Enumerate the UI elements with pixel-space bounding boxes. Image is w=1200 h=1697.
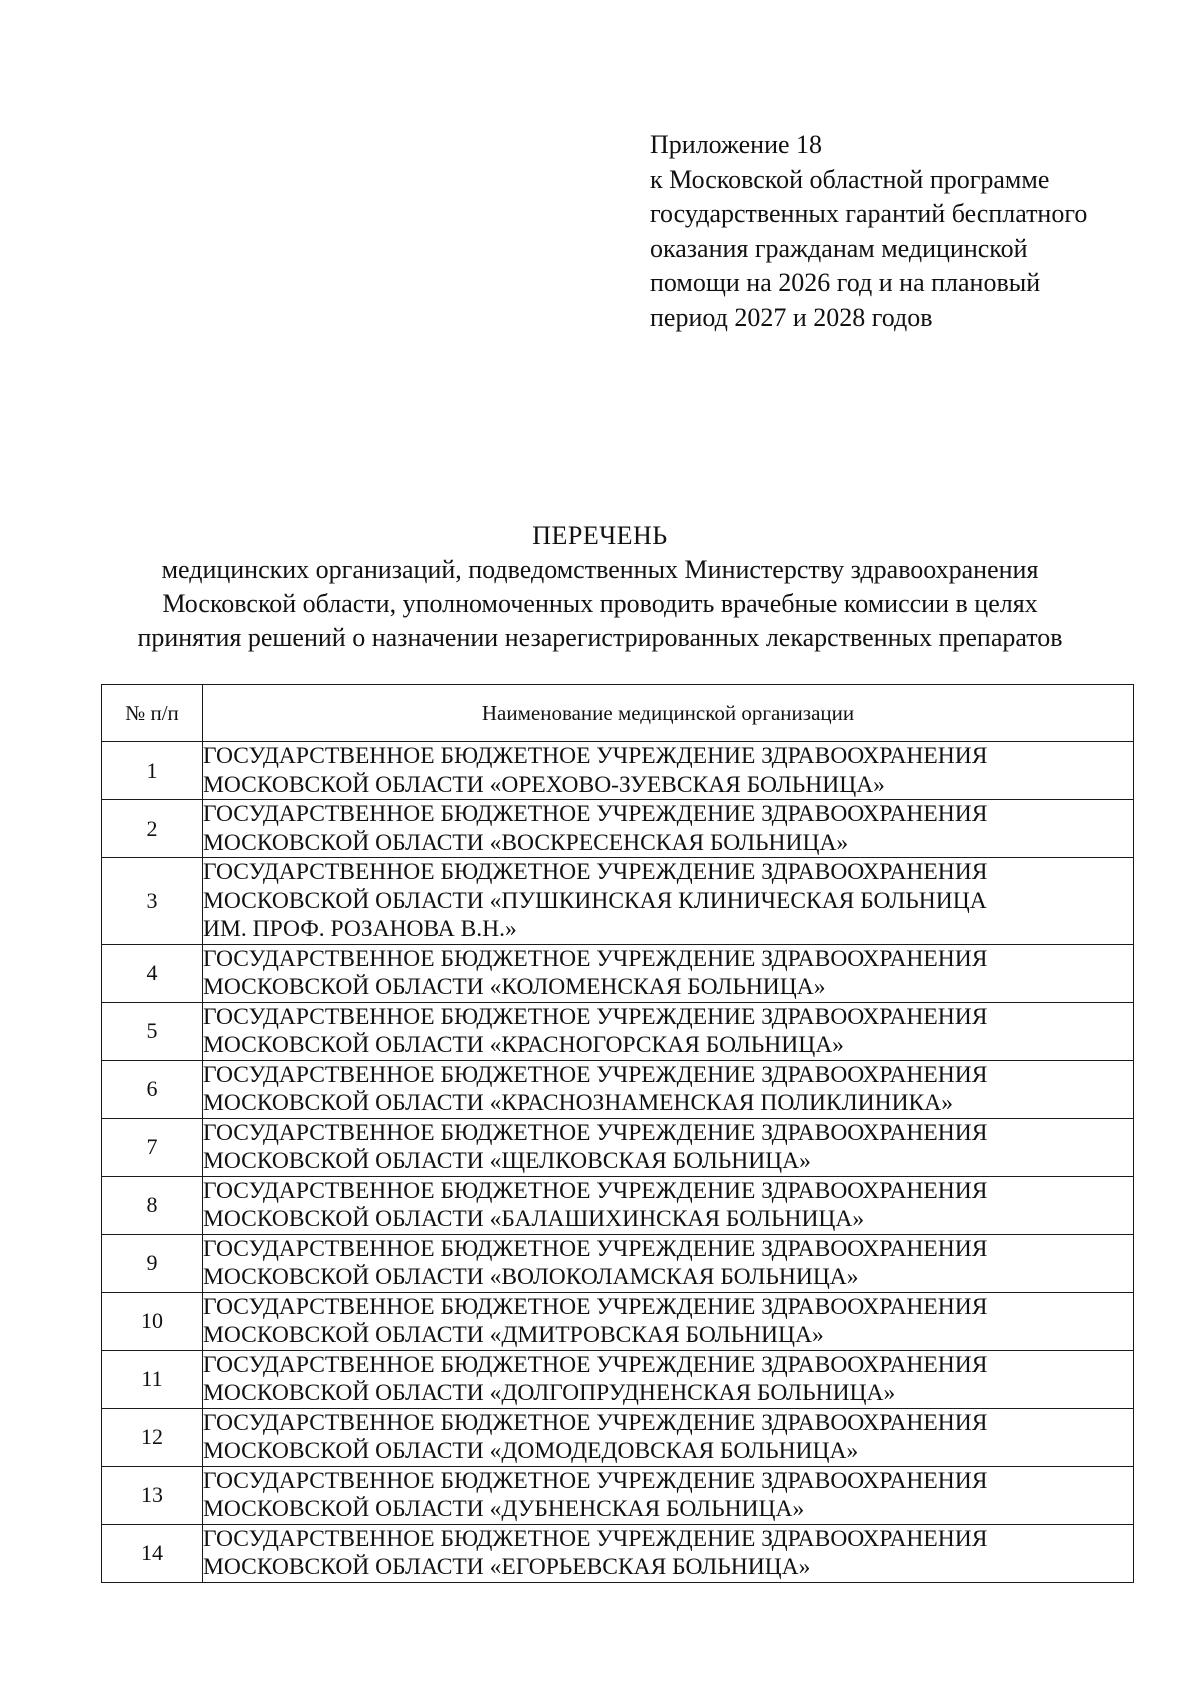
- organization-name-line: ГОСУДАРСТВЕННОЕ БЮДЖЕТНОЕ УЧРЕЖДЕНИЕ ЗДРАВООХРАНЕНИЯ: [203, 859, 988, 885]
- table-row: [102, 1234, 1134, 1292]
- appendix-line: к Московской областной программе: [650, 164, 1050, 194]
- appendix-line: помощи на 2026 год и на плановый: [650, 268, 1041, 297]
- table-row: [102, 1002, 1134, 1060]
- document-subtitle-line: Московской области, уполномоченных проводить врачебные комиссии в целях: [162, 589, 1038, 618]
- row-number: 14: [102, 1524, 203, 1582]
- row-number: 12: [102, 1408, 203, 1466]
- organization-name: [203, 1002, 1134, 1060]
- organization-name: [203, 1176, 1134, 1234]
- organization-name-line: МОСКОВСКОЙ ОБЛАСТИ «ДМИТРОВСКАЯ БОЛЬНИЦА»: [203, 1322, 824, 1348]
- organization-name-line: МОСКОВСКОЙ ОБЛАСТИ «ДУБНЕНСКАЯ БОЛЬНИЦА»: [203, 1496, 805, 1522]
- organization-name-line: ГОСУДАРСТВЕННОЕ БЮДЖЕТНОЕ УЧРЕЖДЕНИЕ ЗДРАВООХРАНЕНИЯ: [203, 1409, 988, 1436]
- organization-name-line: ИМ. ПРОФ. РОЗАНОВА В.Н.»: [203, 916, 517, 942]
- organization-name: [203, 800, 1134, 858]
- appendix-line: Приложение 18: [650, 130, 823, 159]
- organization-name-line: ГОСУДАРСТВЕННОЕ БЮДЖЕТНОЕ УЧРЕЖДЕНИЕ ЗДРАВООХРАНЕНИЯ: [203, 1119, 988, 1146]
- table-row: [102, 1408, 1134, 1466]
- organization-name: [203, 1524, 1134, 1582]
- organization-name-line: ГОСУДАРСТВЕННОЕ БЮДЖЕТНОЕ УЧРЕЖДЕНИЕ ЗДРАВООХРАНЕНИЯ: [203, 1061, 988, 1088]
- row-number: 2: [102, 800, 203, 858]
- row-number: 9: [102, 1234, 203, 1292]
- organization-name: [203, 1408, 1134, 1466]
- appendix-block: [650, 128, 1170, 335]
- organization-name-line: ГОСУДАРСТВЕННОЕ БЮДЖЕТНОЕ УЧРЕЖДЕНИЕ ЗДРАВООХРАНЕНИЯ: [203, 1467, 988, 1494]
- organization-name: [203, 1234, 1134, 1292]
- row-number: 6: [102, 1060, 203, 1118]
- organization-name-line: МОСКОВСКОЙ ОБЛАСТИ «БАЛАШИХИНСКАЯ БОЛЬНИЦА»: [203, 1206, 865, 1232]
- organization-name-line: МОСКОВСКОЙ ОБЛАСТИ «ОРЕХОВО-ЗУЕВСКАЯ БОЛЬНИЦА»: [203, 771, 885, 798]
- organization-name: [203, 1350, 1134, 1408]
- appendix-line: государственных гарантий бесплатного: [650, 199, 1088, 228]
- organization-name: [203, 1466, 1134, 1524]
- appendix-line: оказания гражданам медицинской: [650, 233, 1028, 263]
- table-row: [102, 1466, 1134, 1524]
- row-number: 11: [102, 1350, 203, 1408]
- organization-name-line: МОСКОВСКОЙ ОБЛАСТИ «ЩЕЛКОВСКАЯ БОЛЬНИЦА»: [203, 1148, 811, 1174]
- organization-name-line: ГОСУДАРСТВЕННОЕ БЮДЖЕТНОЕ УЧРЕЖДЕНИЕ ЗДРАВООХРАНЕНИЯ: [203, 945, 988, 972]
- organization-name-line: МОСКОВСКОЙ ОБЛАСТИ «ВОСКРЕСЕНСКАЯ БОЛЬНИЦА»: [203, 829, 849, 856]
- table-row: [102, 1292, 1134, 1350]
- table-row: [102, 1524, 1134, 1582]
- table-row: [102, 944, 1134, 1002]
- table-row: [102, 1350, 1134, 1408]
- table-header-row: [102, 685, 1134, 742]
- organization-name-line: МОСКОВСКОЙ ОБЛАСТИ «ВОЛОКОЛАМСКАЯ БОЛЬНИЦА»: [203, 1264, 859, 1290]
- organization-name: [203, 944, 1134, 1002]
- organization-name-line: ГОСУДАРСТВЕННОЕ БЮДЖЕТНОЕ УЧРЕЖДЕНИЕ ЗДРАВООХРАНЕНИЯ: [203, 801, 988, 827]
- row-number: 3: [102, 858, 203, 945]
- organization-name-line: ГОСУДАРСТВЕННОЕ БЮДЖЕТНОЕ УЧРЕЖДЕНИЕ ЗДРАВООХРАНЕНИЯ: [203, 1003, 988, 1030]
- organization-name-line: МОСКОВСКОЙ ОБЛАСТИ «ПУШКИНСКАЯ КЛИНИЧЕСКАЯ БОЛЬНИЦА: [203, 887, 987, 914]
- organization-name: [203, 858, 1134, 945]
- organization-name-line: ГОСУДАРСТВЕННОЕ БЮДЖЕТНОЕ УЧРЕЖДЕНИЕ ЗДРАВООХРАНЕНИЯ: [203, 1525, 988, 1552]
- organization-name-line: ГОСУДАРСТВЕННОЕ БЮДЖЕТНОЕ УЧРЕЖДЕНИЕ ЗДРАВООХРАНЕНИЯ: [203, 1177, 988, 1204]
- header-number: № п/п: [102, 685, 203, 742]
- table-row: [102, 1176, 1134, 1234]
- organization-name-line: ГОСУДАРСТВЕННОЕ БЮДЖЕТНОЕ УЧРЕЖДЕНИЕ ЗДРАВООХРАНЕНИЯ: [203, 1235, 988, 1262]
- row-number: 10: [102, 1292, 203, 1350]
- organization-name-line: ГОСУДАРСТВЕННОЕ БЮДЖЕТНОЕ УЧРЕЖДЕНИЕ ЗДРАВООХРАНЕНИЯ: [203, 1293, 988, 1320]
- organization-name-line: МОСКОВСКОЙ ОБЛАСТИ «КРАСНОГОРСКАЯ БОЛЬНИЦА»: [203, 1032, 844, 1058]
- organization-name-line: ГОСУДАРСТВЕННОЕ БЮДЖЕТНОЕ УЧРЕЖДЕНИЕ ЗДРАВООХРАНЕНИЯ: [203, 743, 988, 769]
- organization-name-line: МОСКОВСКОЙ ОБЛАСТИ «КОЛОМЕНСКАЯ БОЛЬНИЦА»: [203, 974, 826, 1000]
- table-row: [102, 800, 1134, 858]
- document-subtitle-line: медицинских организаций, подведомственных Министерству здравоохранения: [161, 555, 1039, 584]
- document-heading: [80, 519, 1120, 655]
- organization-name: [203, 1292, 1134, 1350]
- organization-name: [203, 742, 1134, 800]
- table-row: [102, 1118, 1134, 1176]
- row-number: 1: [102, 742, 203, 800]
- row-number: 5: [102, 1002, 203, 1060]
- organization-name-line: МОСКОВСКОЙ ОБЛАСТИ «ДОЛГОПРУДНЕНСКАЯ БОЛЬНИЦА»: [203, 1380, 896, 1406]
- organization-name-line: ГОСУДАРСТВЕННОЕ БЮДЖЕТНОЕ УЧРЕЖДЕНИЕ ЗДРАВООХРАНЕНИЯ: [203, 1351, 988, 1378]
- document-title: ПЕРЕЧЕНЬ: [532, 521, 668, 550]
- organization-name-line: МОСКОВСКОЙ ОБЛАСТИ «КРАСНОЗНАМЕНСКАЯ ПОЛИКЛИНИКА»: [203, 1090, 953, 1116]
- document-subtitle-line: принятия решений о назначении незарегистрированных лекарственных препаратов: [137, 623, 1063, 652]
- organization-name-line: МОСКОВСКОЙ ОБЛАСТИ «ДОМОДЕДОВСКАЯ БОЛЬНИЦА»: [203, 1438, 859, 1464]
- header-name: Наименование медицинской организации: [203, 685, 1134, 742]
- row-number: 8: [102, 1176, 203, 1234]
- row-number: 7: [102, 1118, 203, 1176]
- organization-name: [203, 1118, 1134, 1176]
- row-number: 13: [102, 1466, 203, 1524]
- organization-name-line: МОСКОВСКОЙ ОБЛАСТИ «ЕГОРЬЕВСКАЯ БОЛЬНИЦА»: [203, 1554, 811, 1580]
- organization-name: [203, 1060, 1134, 1118]
- table-row: [102, 858, 1134, 945]
- table-body: [102, 742, 1134, 1583]
- table-row: [102, 1060, 1134, 1118]
- appendix-line: период 2027 и 2028 годов: [650, 302, 933, 332]
- organizations-table: [101, 684, 1134, 1583]
- table-row: [102, 742, 1134, 800]
- row-number: 4: [102, 944, 203, 1002]
